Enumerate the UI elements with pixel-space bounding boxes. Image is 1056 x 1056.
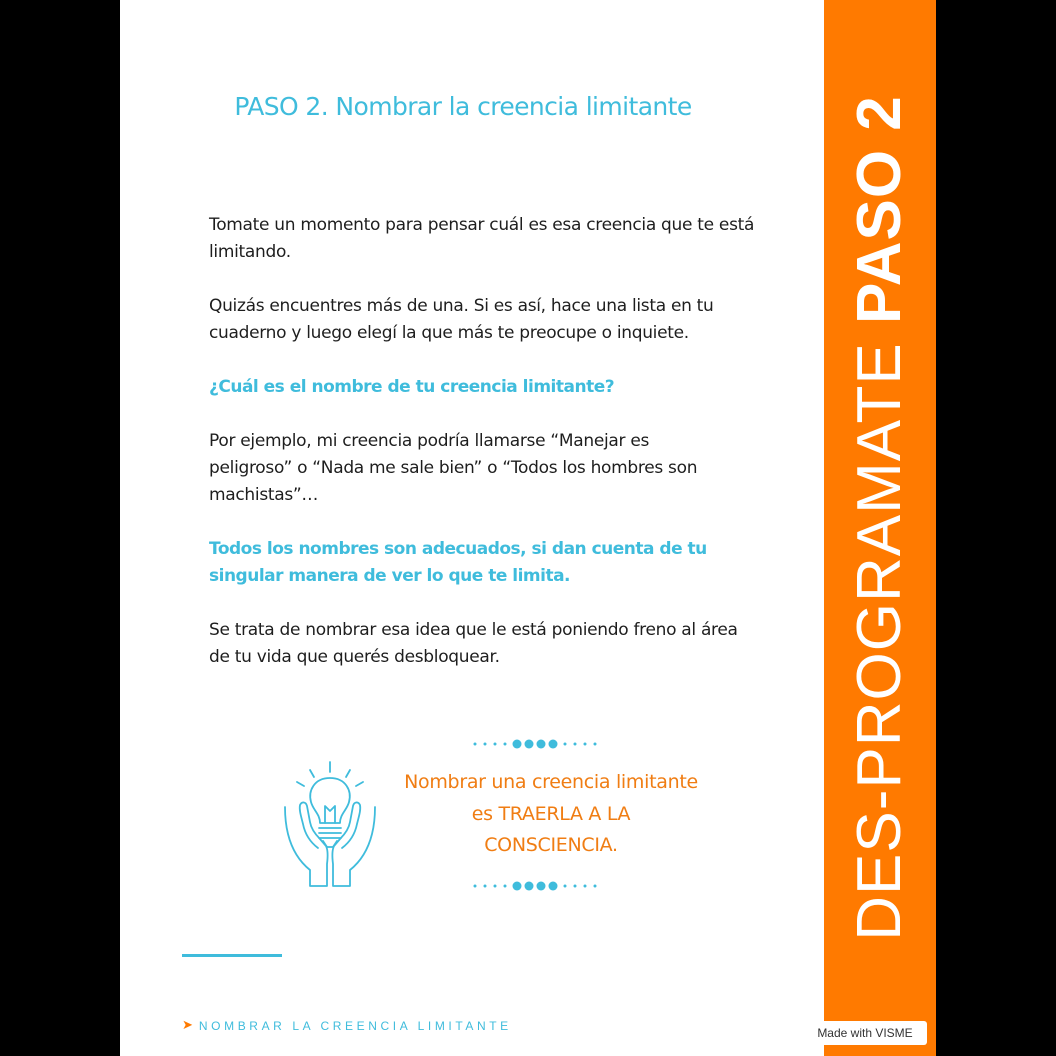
vertical-title-bold: PASO 2 xyxy=(845,95,914,325)
dots-divider-bottom xyxy=(471,880,601,892)
quote-callout xyxy=(370,767,732,862)
lightbulb-in-hands-icon xyxy=(280,760,380,890)
question-heading: ¿Cuál es el nombre de tu creencia limitante? xyxy=(209,377,615,397)
vertical-title xyxy=(845,95,914,941)
footer-section-label xyxy=(182,1018,512,1033)
quote-line-3: CONSCIENCIA. xyxy=(484,834,618,856)
footer-rule xyxy=(182,954,282,957)
quote-line-2: es TRAERLA A LA xyxy=(471,802,631,825)
made-with-visme-badge[interactable]: Made with VISME xyxy=(803,1021,927,1045)
document-page xyxy=(120,0,824,1056)
quote-line-1: Nombrar una creencia limitante xyxy=(404,771,698,793)
paragraph-intro: Tomate un momento para pensar cuál es esa creencia que te está limitando. xyxy=(209,215,755,262)
highlight-text: Todos los nombres son adecuados, si dan cuenta de tu singular manera de ver lo que te limita. xyxy=(209,539,707,586)
arrow-right-icon: ➤ xyxy=(182,1018,193,1033)
paragraph-list: Quizás encuentres más de una. Si es así, hace una lista en tu cuaderno y luego elegí la que más te preocupe o inquiete. xyxy=(209,296,714,343)
vertical-title-light: DES-PROGRAMATE xyxy=(845,342,914,941)
footer-label: NOMBRAR LA CREENCIA LIMITANTE xyxy=(198,1018,512,1033)
paragraph-example: Por ejemplo, mi creencia podría llamarse “Manejar es peligroso” o “Nada me sale bien” o “Todos los hombres son machistas”… xyxy=(209,431,698,505)
page-title: PASO 2. Nombrar la creencia limitante xyxy=(234,92,692,121)
dots-divider-top xyxy=(471,738,601,750)
side-band xyxy=(824,0,936,1056)
paragraph-closing: Se trata de nombrar esa idea que le está poniendo freno al área de tu vida que querés desbloquear. xyxy=(209,620,738,667)
